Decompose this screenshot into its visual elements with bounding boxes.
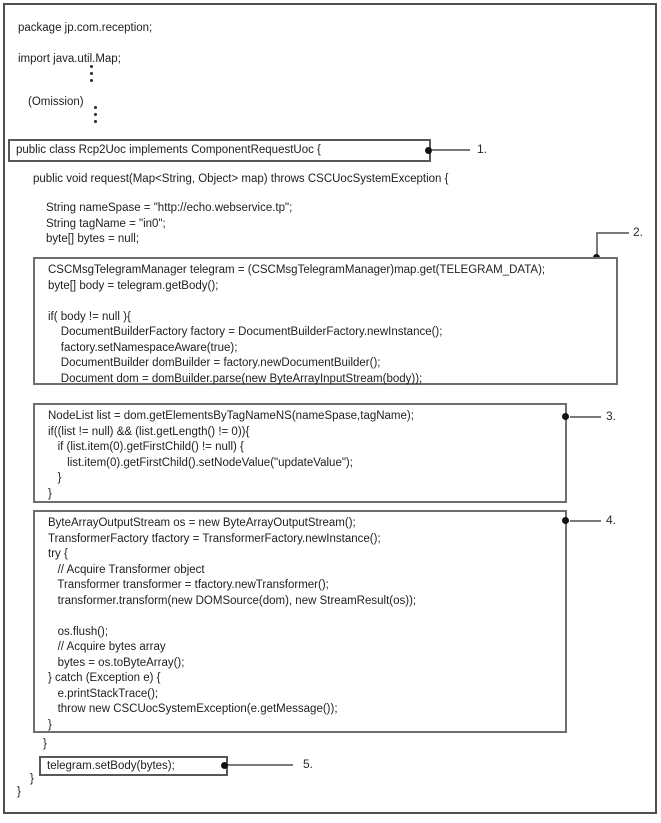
- callout-dot-1: [425, 147, 432, 154]
- variable-declarations: [46, 201, 292, 248]
- vertical-ellipsis: [90, 65, 93, 86]
- callout-line-3: [570, 416, 601, 418]
- code-line: transformer.transform(new DOMSource(dom), new StreamResult(os));: [48, 594, 417, 607]
- callout-label-3: 3.: [606, 409, 617, 423]
- code-line: try {: [48, 548, 68, 560]
- code-line: DocumentBuilder domBuilder = factory.newDocumentBuilder();: [48, 357, 381, 369]
- callout-line-1: [432, 149, 470, 151]
- callout-dot-3: [562, 413, 569, 420]
- code-line: if (list.item(0).getFirstChild() != null) {: [48, 441, 244, 453]
- vertical-ellipsis: [94, 106, 97, 127]
- code-box-telegram-parse: [33, 257, 618, 385]
- code-line: Document dom = domBuilder.parse(new ByteArrayInputStream(body));: [48, 372, 423, 385]
- import-line: import java.util.Map;: [18, 53, 121, 65]
- callout-dot-4: [562, 517, 569, 524]
- callout-dot-5: [221, 762, 228, 769]
- code-line: }: [48, 718, 52, 731]
- code-line: if( body != null ){: [48, 310, 131, 323]
- close-brace-if: }: [43, 738, 47, 750]
- callout-line-2-h: [598, 232, 629, 234]
- code-box-nodelist-update: [33, 403, 567, 503]
- package-line: package jp.com.reception;: [18, 22, 153, 34]
- code-line: // Acquire Transformer object: [48, 563, 205, 576]
- callout-line-5: [228, 764, 293, 766]
- code-box-set-body: telegram.setBody(bytes);: [39, 756, 228, 776]
- code-line: e.printStackTrace();: [48, 687, 159, 700]
- code-line: [48, 294, 616, 310]
- code-line: if((list != null) && (list.getLength() != 0)){: [48, 425, 250, 438]
- code-line: TransformerFactory tfactory = TransformerFactory.newInstance();: [48, 532, 381, 545]
- close-brace-class: }: [17, 786, 21, 798]
- code-line: }: [48, 472, 62, 484]
- code-box-transformer: [33, 510, 567, 733]
- code-line: byte[] bytes = null;: [46, 233, 140, 245]
- callout-label-2: 2.: [633, 225, 644, 239]
- code-line: CSCMsgTelegramManager telegram = (CSCMsgTelegramManager)map.get(TELEGRAM_DATA);: [48, 264, 546, 276]
- code-line: }: [48, 487, 52, 500]
- code-line: [48, 609, 565, 625]
- code-line: NodeList list = dom.getElementsByTagNameNS(nameSpase,tagName);: [48, 410, 414, 422]
- code-line: String tagName = "in0";: [46, 217, 166, 230]
- code-box-class-declaration: public class Rcp2Uoc implements ComponentRequestUoc {: [8, 139, 431, 162]
- code-line: byte[] body = telegram.getBody();: [48, 279, 219, 292]
- code-line: String nameSpase = "http://echo.webservice.tp";: [46, 202, 293, 214]
- code-line: factory.setNamespaceAware(true);: [48, 341, 238, 354]
- code-line: DocumentBuilderFactory factory = DocumentBuilderFactory.newInstance();: [48, 326, 443, 338]
- code-line: } catch (Exception e) {: [48, 672, 161, 684]
- code-line: throw new CSCUocSystemException(e.getMessage());: [48, 703, 338, 715]
- callout-label-1: 1.: [477, 142, 488, 156]
- callout-line-4: [570, 520, 601, 522]
- callout-label-4: 4.: [606, 513, 617, 527]
- close-brace-method: }: [30, 773, 34, 785]
- callout-label-5: 5.: [303, 757, 314, 771]
- code-line: // Acquire bytes array: [48, 641, 166, 653]
- omission-label: (Omission): [28, 96, 84, 108]
- code-line: os.flush();: [48, 625, 109, 638]
- code-line: Transformer transformer = tfactory.newTransformer();: [48, 579, 329, 591]
- method-declaration-line: public void request(Map<String, Object> map) throws CSCUocSystemException {: [33, 173, 449, 185]
- code-line: bytes = os.toByteArray();: [48, 656, 185, 669]
- code-line: ByteArrayOutputStream os = new ByteArrayOutputStream();: [48, 517, 356, 529]
- code-line: list.item(0).getFirstChild().setNodeValue("updateValue");: [48, 456, 353, 469]
